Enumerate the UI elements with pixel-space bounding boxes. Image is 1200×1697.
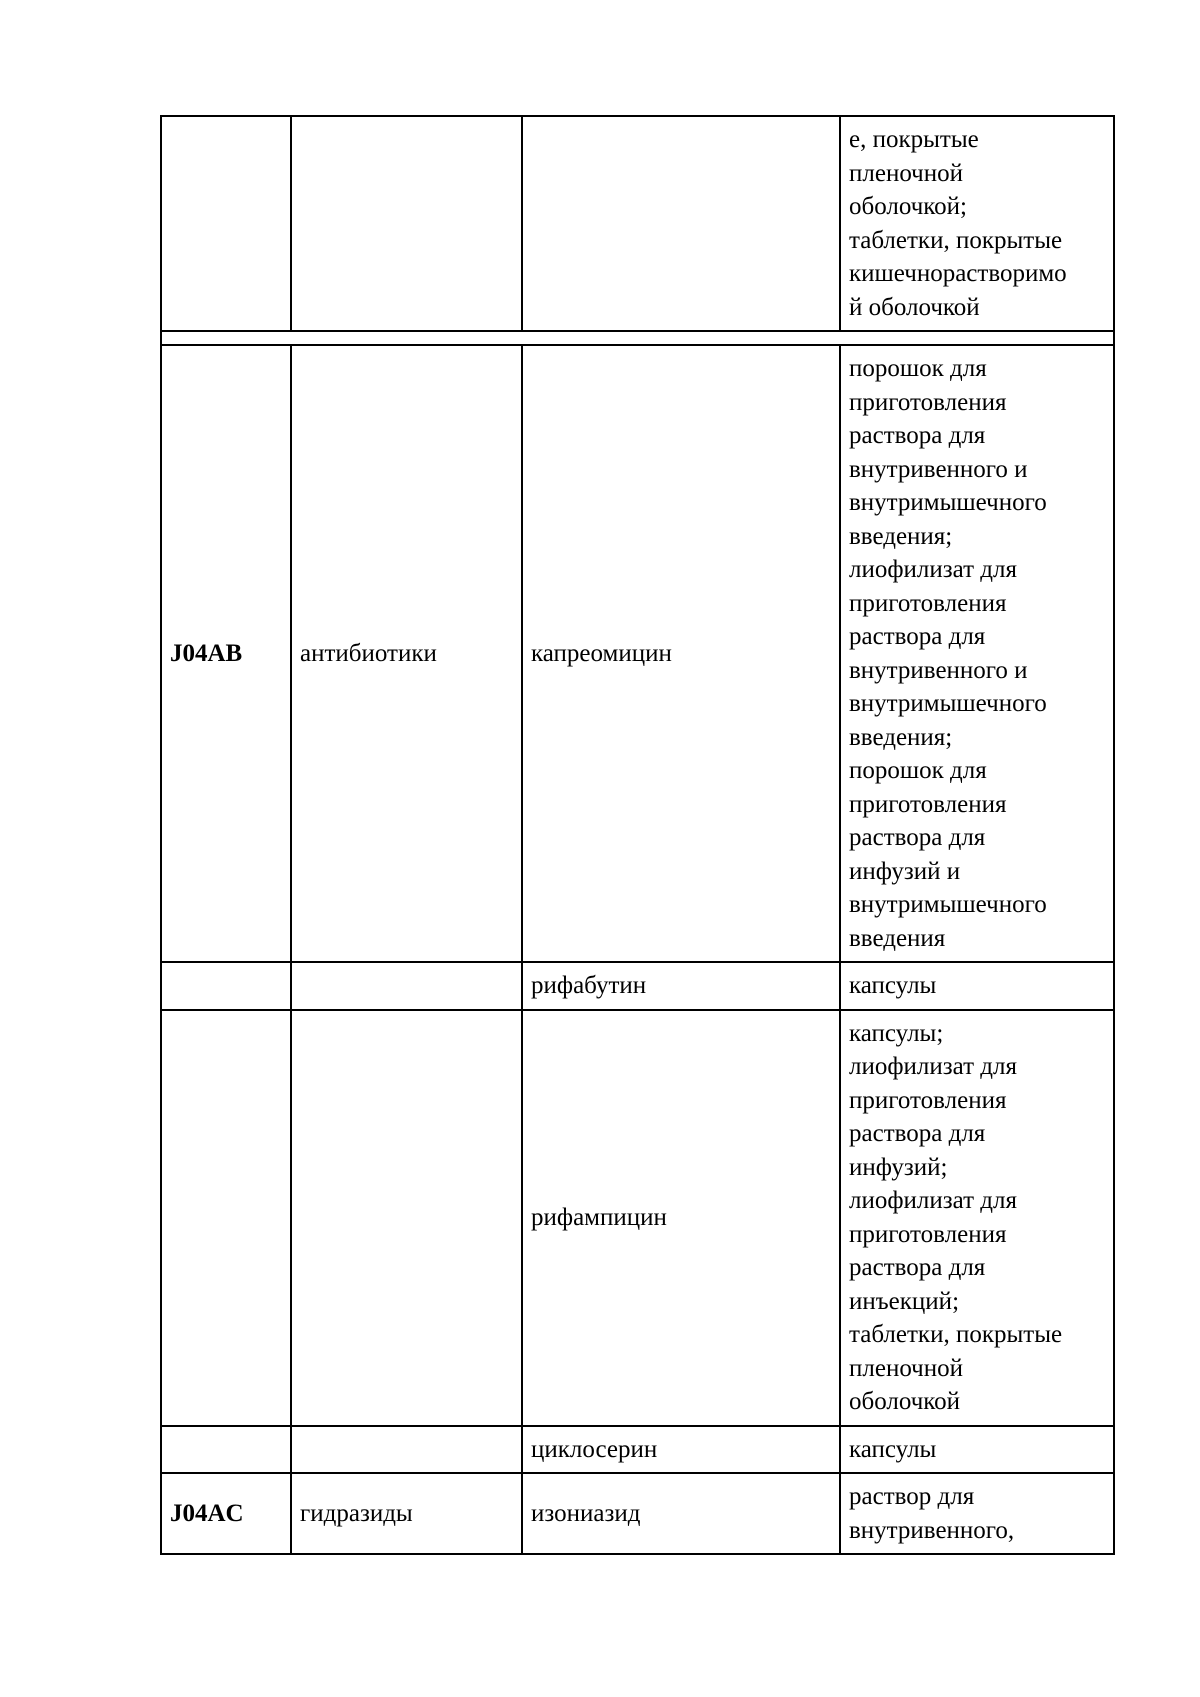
dosage-form-line: е, покрытые [849, 126, 979, 153]
dosage-form-line: введения [849, 924, 946, 952]
group-cell [291, 116, 522, 331]
dosage-forms-cell [840, 1010, 1114, 1426]
atc-code-cell [161, 116, 291, 331]
dosage-form-line: раствор для [849, 1483, 975, 1510]
dosage-form-line: внутривенного и [849, 656, 1028, 684]
dosage-form-line: раствора для [849, 422, 986, 449]
dosage-forms-cell [840, 1426, 1114, 1474]
dosage-form-line: внутривенного и [849, 455, 1028, 483]
dosage-forms-cell [840, 1473, 1114, 1554]
dosage-form-line: раствора для [849, 1120, 986, 1147]
table-row [161, 1010, 1114, 1426]
dosage-form-line: пленочной [849, 159, 964, 187]
dosage-form-line: приготовления [849, 388, 1007, 416]
atc-code-cell: J04AB [161, 345, 291, 962]
group-cell: антибиотики [291, 345, 522, 962]
dosage-form-line: порошок для [849, 757, 987, 784]
spacer-row [161, 331, 1114, 345]
dosage-form-line: капсулы [849, 1435, 937, 1463]
dosage-form-line: раствора для [849, 623, 986, 650]
dosage-form-line: лиофилизат для [849, 1053, 1017, 1080]
drug-name-cell: капреомицин [522, 345, 840, 962]
dosage-form-line: капсулы; [849, 1019, 944, 1047]
dosage-form-line: внутримышечного [849, 891, 1047, 918]
table-row [161, 962, 1114, 1010]
atc-code-cell [161, 962, 291, 1010]
dosage-form-line: внутримышечного [849, 489, 1047, 516]
table-row [161, 1426, 1114, 1474]
dosage-form-line: капсулы [849, 972, 937, 999]
dosage-form-line: таблетки, покрытые [849, 1321, 1063, 1348]
group-cell [291, 1010, 522, 1426]
table-row [161, 116, 1114, 331]
dosage-form-line: введения; [849, 522, 953, 550]
drug-name-cell: рифабутин [522, 962, 840, 1010]
dosage-form-line: лиофилизат для [849, 556, 1017, 583]
dosage-form-line: оболочкой; [849, 193, 967, 220]
dosage-forms-cell [840, 345, 1114, 962]
group-cell [291, 962, 522, 1010]
dosage-form-line: приготовления [849, 1220, 1007, 1248]
dosage-form-line: введения; [849, 723, 953, 751]
dosage-form-line: лиофилизат для [849, 1187, 1017, 1214]
dosage-forms-cell [840, 962, 1114, 1010]
dosage-form-line: внутривенного, [849, 1516, 1015, 1544]
dosage-form-line: й оболочкой [849, 293, 980, 321]
dosage-form-line: оболочкой [849, 1388, 961, 1415]
spacer-cell [161, 331, 1114, 345]
drug-name-cell: изониазид [522, 1473, 840, 1554]
table-row [161, 345, 1114, 962]
drug-name-cell: циклосерин [522, 1426, 840, 1474]
dosage-form-line: приготовления [849, 1086, 1007, 1114]
drug-table [160, 115, 1115, 1555]
dosage-form-line: внутримышечного [849, 690, 1047, 717]
dosage-form-line: порошок для [849, 355, 987, 382]
dosage-form-line: инфузий и [849, 857, 961, 885]
dosage-forms-cell [840, 116, 1114, 331]
dosage-form-line: кишечнорастворимо [849, 260, 1067, 287]
table-row [161, 1473, 1114, 1554]
group-cell: гидразиды [291, 1473, 522, 1554]
atc-code-cell [161, 1426, 291, 1474]
dosage-form-line: раствора для [849, 1254, 986, 1281]
drug-name-cell [522, 116, 840, 331]
dosage-form-line: приготовления [849, 790, 1007, 818]
dosage-form-line: таблетки, покрытые [849, 226, 1063, 254]
dosage-form-line: пленочной [849, 1354, 964, 1382]
dosage-form-line: раствора для [849, 824, 986, 851]
atc-code-cell [161, 1010, 291, 1426]
atc-code-cell: J04AC [161, 1473, 291, 1554]
dosage-form-line: приготовления [849, 589, 1007, 617]
group-cell [291, 1426, 522, 1474]
drug-name-cell: рифампицин [522, 1010, 840, 1426]
dosage-form-line: инъекций; [849, 1287, 960, 1315]
dosage-form-line: инфузий; [849, 1153, 948, 1181]
